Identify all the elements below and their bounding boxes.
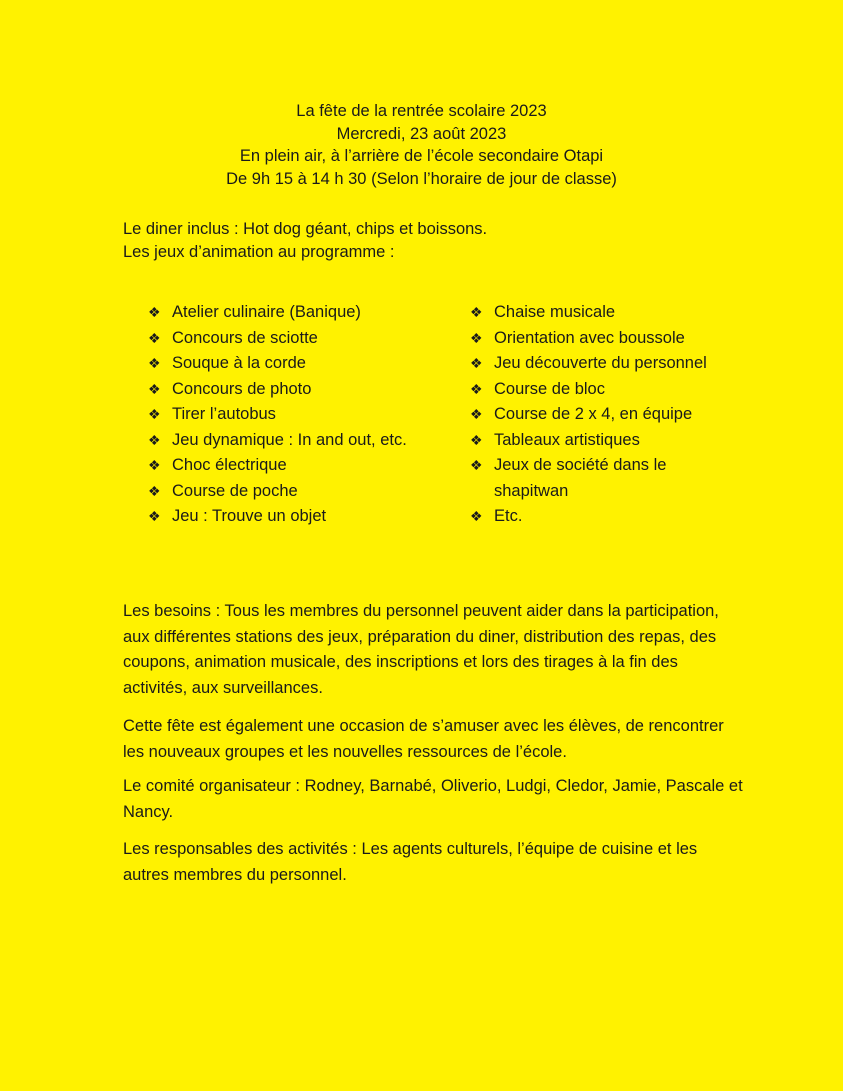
diamond-bullet-icon: ❖ xyxy=(148,431,161,448)
diamond-bullet-icon: ❖ xyxy=(470,406,483,422)
diamond-bullet-icon: ❖ xyxy=(470,304,483,320)
list-item xyxy=(470,504,740,530)
diamond-bullet-icon: ❖ xyxy=(148,482,161,499)
game-label: Course de 2 x 4, en équipe xyxy=(494,405,693,423)
game-label: Jeu découverte du personnel xyxy=(494,354,707,372)
diamond-bullet-icon: ❖ xyxy=(148,380,161,397)
game-label: Concours de photo xyxy=(172,379,312,398)
diamond-bullet-icon: ❖ xyxy=(470,431,483,448)
lunch-info: Le diner inclus : Hot dog géant, chips et boissons. xyxy=(123,220,488,238)
game-label: Etc. xyxy=(494,507,523,525)
diamond-bullet-icon: ❖ xyxy=(470,380,483,397)
games-list-right xyxy=(470,300,740,530)
diamond-bullet-icon: ❖ xyxy=(148,355,161,371)
game-label: Souque à la corde xyxy=(172,354,306,372)
games-heading: Les jeux d’animation au programme : xyxy=(123,242,395,261)
list-item xyxy=(470,428,740,454)
list-item xyxy=(148,479,428,505)
game-label: Orientation avec boussole xyxy=(494,328,685,347)
game-label: Tirer l’autobus xyxy=(172,405,276,423)
list-item xyxy=(148,377,428,403)
diamond-bullet-icon: ❖ xyxy=(148,457,161,473)
list-item xyxy=(470,402,740,428)
list-item xyxy=(148,402,428,428)
diamond-bullet-icon: ❖ xyxy=(470,457,483,473)
event-location: En plein air, à l’arrière de l’école secondaire Otapi xyxy=(239,147,604,165)
game-label: Jeu dynamique : In and out, etc. xyxy=(172,430,407,449)
event-date: Mercredi, 23 août 2023 xyxy=(336,124,507,143)
diamond-bullet-icon: ❖ xyxy=(470,355,483,371)
occasion-paragraph: Cette fête est également une occasion de s’amuser avec les élèves, de rencontrer les nouveaux groupes et les nouvelles ressources de l’école. xyxy=(123,717,724,761)
diamond-bullet-icon: ❖ xyxy=(148,304,161,320)
committee-paragraph: Le comité organisateur : Rodney, Barnabé, Oliverio, Ludgi, Cledor, Jamie, Pascale et Nancy. xyxy=(123,777,743,821)
game-label: Jeu : Trouve un objet xyxy=(172,507,327,525)
games-list-left xyxy=(148,300,428,530)
diamond-bullet-icon: ❖ xyxy=(470,508,483,524)
game-label: Chaise musicale xyxy=(494,303,616,321)
list-item xyxy=(148,351,428,377)
intro-block xyxy=(123,218,487,263)
list-item xyxy=(470,377,740,403)
diamond-bullet-icon: ❖ xyxy=(148,406,161,422)
list-item xyxy=(470,326,740,352)
event-title: La fête de la rentrée scolaire 2023 xyxy=(296,102,547,120)
list-item xyxy=(148,504,428,530)
game-label: Atelier culinaire (Banique) xyxy=(172,303,361,321)
game-label: Concours de sciotte xyxy=(172,328,318,347)
diamond-bullet-icon: ❖ xyxy=(470,329,483,346)
list-item xyxy=(148,453,428,479)
list-item xyxy=(148,300,428,326)
list-item xyxy=(470,300,740,326)
event-header xyxy=(0,100,843,190)
list-item xyxy=(148,326,428,352)
event-time: De 9h 15 à 14 h 30 (Selon l’horaire de jour de classe) xyxy=(226,169,617,188)
game-label: Tableaux artistiques xyxy=(494,430,640,449)
game-label: Course de poche xyxy=(172,481,298,500)
list-item xyxy=(470,453,740,504)
diamond-bullet-icon: ❖ xyxy=(148,508,161,524)
responsible-paragraph: Les responsables des activités : Les agents culturels, l’équipe de cuisine et les autres membres du personnel. xyxy=(123,840,698,884)
list-item xyxy=(148,428,428,454)
diamond-bullet-icon: ❖ xyxy=(148,329,161,346)
list-item xyxy=(470,351,740,377)
needs-paragraph: Les besoins : Tous les membres du personnel peuvent aider dans la participation, aux différentes stations des jeux, préparation du diner, distribution des repas, des coupons, animation musicale, des inscriptions et lors des tirages à la fin des activités, aux surveillances. xyxy=(123,602,719,697)
game-label: Course de bloc xyxy=(494,379,605,398)
game-label: Jeux de société dans le shapitwan xyxy=(494,456,667,500)
game-label: Choc électrique xyxy=(172,456,287,474)
